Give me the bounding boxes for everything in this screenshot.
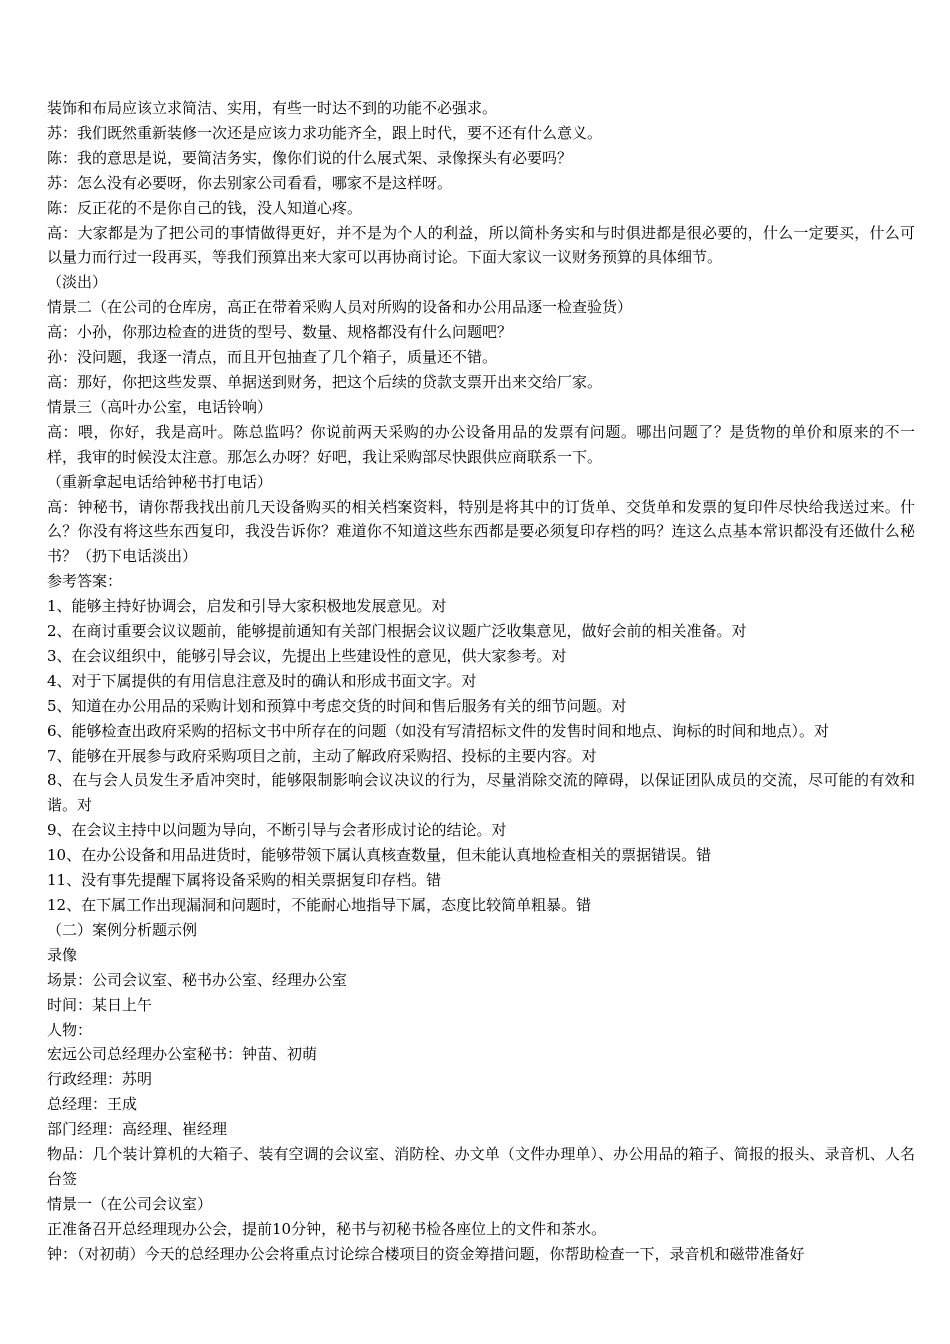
paragraph: 高：小孙，你那边检查的进货的型号、数量、规格都没有什么问题吧？ (47, 323, 513, 342)
paragraph: （二）案例分析题示例 (47, 920, 198, 939)
paragraph: 12、在下属工作出现漏洞和问题时，不能耐心地指导下属，态度比较简单粗暴。错 (47, 896, 592, 914)
paragraph: 总经理：王成 (47, 1095, 138, 1114)
paragraph: 钟：（对初萌）今天的总经理办公会将重点讨论综合楼项目的资金筹措问题，你帮助检查一下，录音机和磁带准备好 (47, 1244, 805, 1263)
paragraph: 情景二（在公司的仓库房，高正在带着采购人员对所购的设备和办公用品逐一检查验货） (47, 298, 633, 317)
paragraph: 9、在会议主持中以问题为导向，不断引导与会者形成讨论的结论。对 (47, 821, 507, 840)
paragraph: 陈：反正花的不是你自己的钱，没人知道心疼。 (47, 198, 363, 217)
paragraph: 10、在办公设备和用品进货时，能够带领下属认真核查数量，但未能认真地检查相关的票据错误。错 (47, 846, 712, 865)
paragraph: 5、知道在办公用品的采购计划和预算中考虑交货的时间和售后服务有关的细节问题。对 (47, 696, 627, 715)
paragraph: 正准备召开总经理现办公会，提前10分钟，秘书与初秘书检各座位上的文件和茶水。 (47, 1219, 607, 1238)
paragraph: 高：大家都是为了把公司的事情做得更好，并不是为个人的利益，所以简朴务实和与时俱进都是很必要的，什么一定要买，什么可以量力而行过一段再买，等我们预算出来大家可以再协商讨论。下面大家议一议财务预算的具体细节。 (47, 223, 915, 267)
paragraph: 参考答案： (47, 572, 123, 591)
paragraph: 部门经理：高经理、崔经理 (47, 1120, 228, 1139)
paragraph: 高：钟秘书，请你帮我找出前几天设备购买的相关档案资料，特别是将其中的订货单、交货单和发票的复印件尽快给我送过来。什么？你没有将这些东西复印，我没告诉你？难道你不知道这些东西都是要必须复印存档的吗？连这么点基本常识都没有还做什么秘书？（扔下电话淡出） (47, 497, 915, 566)
paragraph: 1、能够主持好协调会，启发和引导大家积极地发展意见。对 (47, 597, 447, 616)
paragraph: 11、没有事先提醒下属将设备采购的相关票据复印存档。错 (47, 871, 442, 890)
paragraph: 人物： (47, 1020, 93, 1039)
paragraph: 4、对于下属提供的有用信息注意及时的确认和形成书面文字。对 (47, 671, 477, 690)
paragraph: 时间：某日上午 (47, 995, 153, 1014)
paragraph: （淡出） (47, 273, 108, 292)
paragraph: 高：那好，你把这些发票、单据送到财务，把这个后续的贷款支票开出来交给厂家。 (47, 372, 603, 391)
paragraph: 6、能够检查出政府采购的招标文书中所存在的问题（如没有写清招标文件的发售时间和地点、询标的时间和地点）。对 (47, 721, 830, 740)
paragraph: 物品：几个装计算机的大箱子、装有空调的会议室、消防栓、办文单（文件办理单）、办公用品的箱子、简报的报头、录音机、人名台签 (47, 1145, 915, 1188)
paragraph: 场景：公司会议室、秘书办公室、经理办公室 (47, 970, 348, 989)
paragraph: 行政经理：苏明 (47, 1070, 153, 1089)
paragraph: 2、在商讨重要会议议题前，能够提前通知有关部门根据会议议题广泛收集意见，做好会前的相关准备。对 (47, 622, 747, 641)
paragraph: 装饰和布局应该立求简洁、实用，有些一时达不到的功能不必强求。 (47, 99, 498, 117)
paragraph: 苏：怎么没有必要呀，你去别家公司看看，哪家不是这样呀。 (47, 173, 453, 192)
paragraph: 陈：我的意思是说，要简洁务实，像你们说的什么展式架、录像探头有必要吗？ (47, 148, 573, 167)
paragraph: 高：喂，你好，我是高叶。陈总监吗？你说前两天采购的办公设备用品的发票有问题。哪出问题了？是货物的单价和原来的不一样，我审的时候没太注意。那怎么办呀？好吧，我让采购部尽快跟供应商联系一下。 (47, 422, 915, 466)
paragraph: 宏远公司总经理办公室秘书：钟苗、初萌 (47, 1045, 318, 1064)
paragraph: 3、在会议组织中，能够引导会议，先提出上些建设性的意见，供大家参考。对 (47, 646, 567, 665)
paragraph: 苏：我们既然重新装修一次还是应该力求功能齐全，跟上时代，要不还有什么意义。 (47, 123, 603, 142)
paragraph: （重新拿起电话给钟秘书打电话） (47, 472, 273, 491)
document-body (47, 96, 915, 1267)
paragraph: 孙：没问题，我逐一清点，而且开包抽查了几个箱子，质量还不错。 (47, 348, 498, 367)
paragraph: 情景三（高叶办公室，电话铃响） (47, 397, 273, 416)
paragraph: 情景一（在公司会议室） (47, 1194, 213, 1213)
paragraph: 录像 (47, 945, 78, 964)
paragraph: 7、能够在开展参与政府采购项目之前，主动了解政府采购招、投标的主要内容。对 (47, 746, 597, 765)
paragraph: 8、在与会人员发生矛盾冲突时，能够限制影响会议决议的行为，尽量消除交流的障碍，以保证团队成员的交流，尽可能的有效和谐。对 (47, 771, 915, 815)
